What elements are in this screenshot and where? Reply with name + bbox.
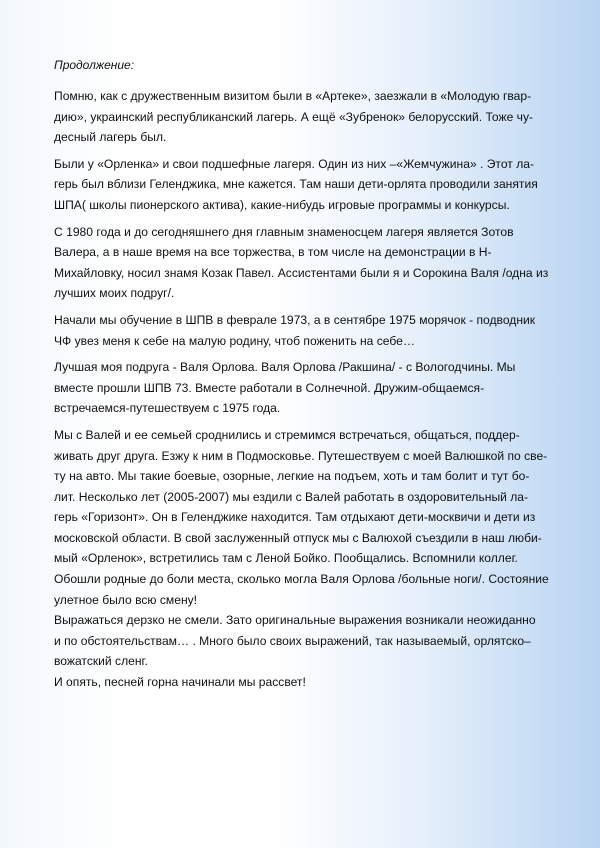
document-body <box>54 86 564 693</box>
paragraph-slang: Выражаться дерзко не смели. Зато оригинальные выражения возникали неожиданно и по обстоятельствам… . Много было своих выражений, так называемый, орлятско– вожатский сленг. <box>54 613 536 669</box>
continuation-heading: Продолжение: <box>54 58 135 72</box>
paragraph-standard-bearer: С 1980 года и до сегодняшнего дня главным знаменосцем лагеря является Зотов Валера, а в наше время на все торжества, в том числе на демонстрации в Н- Михайловку, носил знамя Козак Павел. Ассистентами были я и Сорокина Валя /одна из лучших моих подруг/. <box>54 224 549 301</box>
paragraph-training-start: Начали мы обучение в ШПВ в феврале 1973, а в сентябре 1975 морячок - подводник ЧФ увез меня к себе на малую родину, чтоб поженить на себе… <box>54 312 536 348</box>
paragraph-closing: И опять, песней горна начинали мы рассвет! <box>54 675 306 690</box>
paragraph-artek-visits: Помню, как с дружественным визитом были в «Артеке», заезжали в «Молодую гвар- дию», украинский республиканский лагерь. А ещё «Зубренок» белорусский. Тоже чу- десный лагерь был. <box>54 89 534 145</box>
paragraph-family-travels: Мы с Валей и ее семьей сроднились и стремимся встречаться, общаться, поддер- живать друг друга. Езжу к ним в Подмосковье. Путешествуем с моей Валюшкой по све- ту на авто. Мы такие боевые, озорные, легкие на подъем, хоть и там болит и тут бо- лит. Несколько лет (2005-2007) мы ездили с Валей работать в оздоровительный ла- герь «Горизонт». Он в Геленджике находится. Там отдыхают дети-москвичи и дети из московской области. В свой заслуженный отпуск мы с Валюхой съездили в наш люби- мый «Орленок», встретились там с Леной Бойко. Пообщались. Вспомнили коллег. Обошли родные до боли места, сколько могла Валя Орлова /больные ноги/. Состояние улетное было всю смену! <box>54 427 549 607</box>
paragraph-best-friend: Лучшая моя подруга - Валя Орлова. Валя Орлова /Ракшина/ - с Вологодчины. Мы вместе прошли ШПВ 73. Вместе работали в Солнечной. Дружим-общаемся- встречаемся-путешествуем с 1975 года. <box>54 360 516 416</box>
paragraph-sponsored-camps: Были у «Орленка» и свои подшефные лагеря. Один из них –«Жемчужина» . Этот ла- герь был вблизи Геленджика, мне кажется. Там наши дети-орлята проводили занятия ШПА( школы пионерского актива), какие-нибудь игровые программы и конкурсы. <box>54 156 538 212</box>
